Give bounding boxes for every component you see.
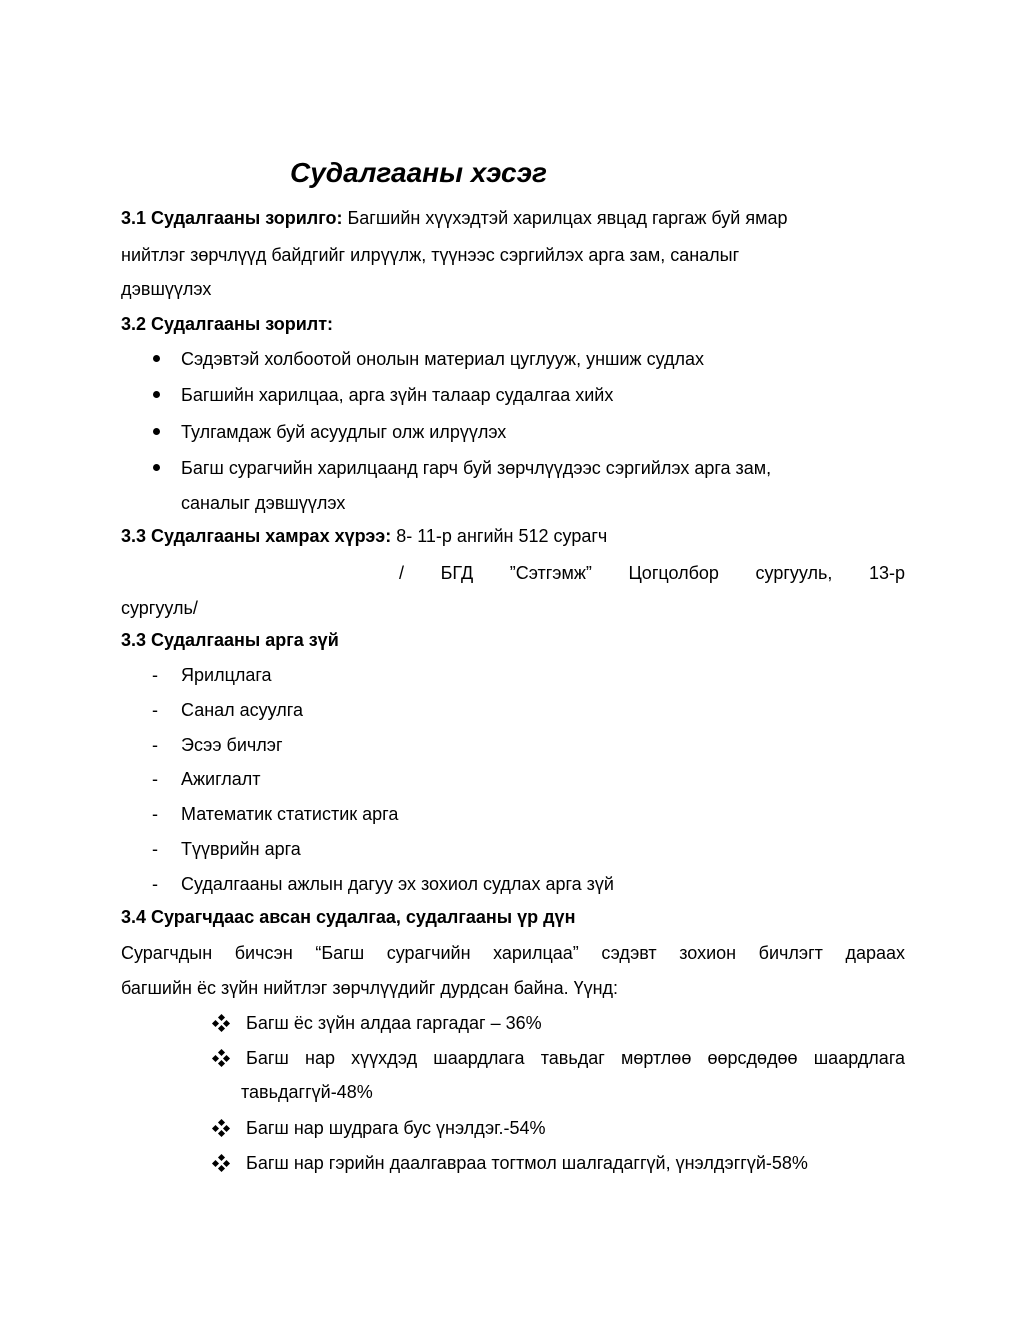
section-3-3-scope-line-1 (121, 525, 905, 547)
diamond-bullet-icon (213, 1120, 229, 1136)
section-3-3-scope-text: 8- 11-р ангийн 512 сурагч (391, 526, 608, 546)
dash-marker: - (152, 804, 158, 824)
list-item: Түүврийн арга (181, 839, 301, 859)
dash-marker: - (152, 769, 158, 789)
list-item-continuation: саналыг дэвшүүлэх (181, 493, 346, 513)
list-item: Судалгааны ажлын дагуу эх зохиол судлах арга зүй (181, 874, 614, 894)
list-item-continuation: тавьдаггүй-48% (241, 1082, 373, 1102)
bullet-dot-icon (153, 464, 160, 471)
section-3-1-line-2: нийтлэг зөрчлүүд байдгийг илрүүлж, түүнээс сэргийлэх арга зам, саналыг (121, 245, 740, 265)
list-item: Эсээ бичлэг (181, 735, 283, 755)
diamond-bullet-icon (213, 1015, 229, 1031)
list-item: Ярилцлага (181, 665, 272, 685)
section-3-1-text: Багшийн хүүхэдтэй харилцах явцад гаргаж буй ямар (342, 208, 788, 228)
list-item: Багш ёс зүйн алдаа гаргадаг – 36% (246, 1013, 542, 1033)
page-title: Судалгааны хэсэг (290, 157, 548, 188)
section-3-3-scope-heading: 3.3 Судалгааны хамрах хүрээ: (121, 526, 392, 546)
list-item: Тулгамдаж буй асуудлыг олж илрүүлэх (181, 422, 507, 442)
list-item: Багш сурагчийн харилцаанд гарч буй зөрчлүүдээс сэргийлэх арга зам, (181, 458, 772, 478)
section-3-1-line-1 (121, 207, 905, 229)
section-3-2-heading: 3.2 Судалгааны зорилт: (121, 314, 334, 334)
bullet-dot-icon (153, 428, 160, 435)
section-3-1-heading: 3.1 Судалгааны зорилго: (121, 208, 343, 228)
section-3-3-scope-line-3: сургууль/ (121, 598, 198, 618)
list-item: Математик статистик арга (181, 804, 399, 824)
dash-marker: - (152, 700, 158, 720)
list-item: Багш нар хүүхдэд шаардлага тавьдаг мөртлөө өөрсдөдөө шаардлага (246, 1048, 905, 1068)
list-item: Багшийн харилцаа, арга зүйн талаар судалгаа хийх (181, 385, 614, 405)
list-item: Санал асуулга (181, 700, 303, 720)
section-3-3-methods-heading: 3.3 Судалгааны арга зүй (121, 630, 339, 650)
list-item: Багш нар шудрага бус үнэлдэг.-54% (246, 1118, 546, 1138)
section-3-4-paragraph-line-1: Сурагчдын бичсэн “Багш сурагчийн харилцаа” сэдэвт зохион бичлэгт дараах (121, 943, 905, 963)
section-3-4-paragraph-line-2: багшийн ёс зүйн нийтлэг зөрчлүүдийг дурдсан байна. Үүнд: (121, 978, 619, 998)
bullet-dot-icon (153, 391, 160, 398)
dash-marker: - (152, 735, 158, 755)
diamond-bullet-icon (213, 1155, 229, 1171)
section-3-1-line-3: дэвшүүлэх (121, 279, 212, 299)
dash-marker: - (152, 665, 158, 685)
bullet-dot-icon (153, 355, 160, 362)
dash-marker: - (152, 839, 158, 859)
section-3-3-scope-line-2: / БГД ”Сэтгэмж” Цогцолбор сургууль, 13-р (399, 563, 905, 583)
list-item: Багш нар гэрийн даалгавраа тогтмол шалгадаггүй, үнэлдэггүй-58% (246, 1153, 808, 1173)
list-item: Ажиглалт (181, 769, 261, 789)
diamond-bullet-icon (213, 1050, 229, 1066)
section-3-4-heading: 3.4 Сурагчдаас авсан судалгаа, судалгааны үр дүн (121, 907, 576, 927)
dash-marker: - (152, 874, 158, 894)
list-item: Сэдэвтэй холбоотой онолын материал цуглууж, уншиж судлах (181, 349, 704, 369)
